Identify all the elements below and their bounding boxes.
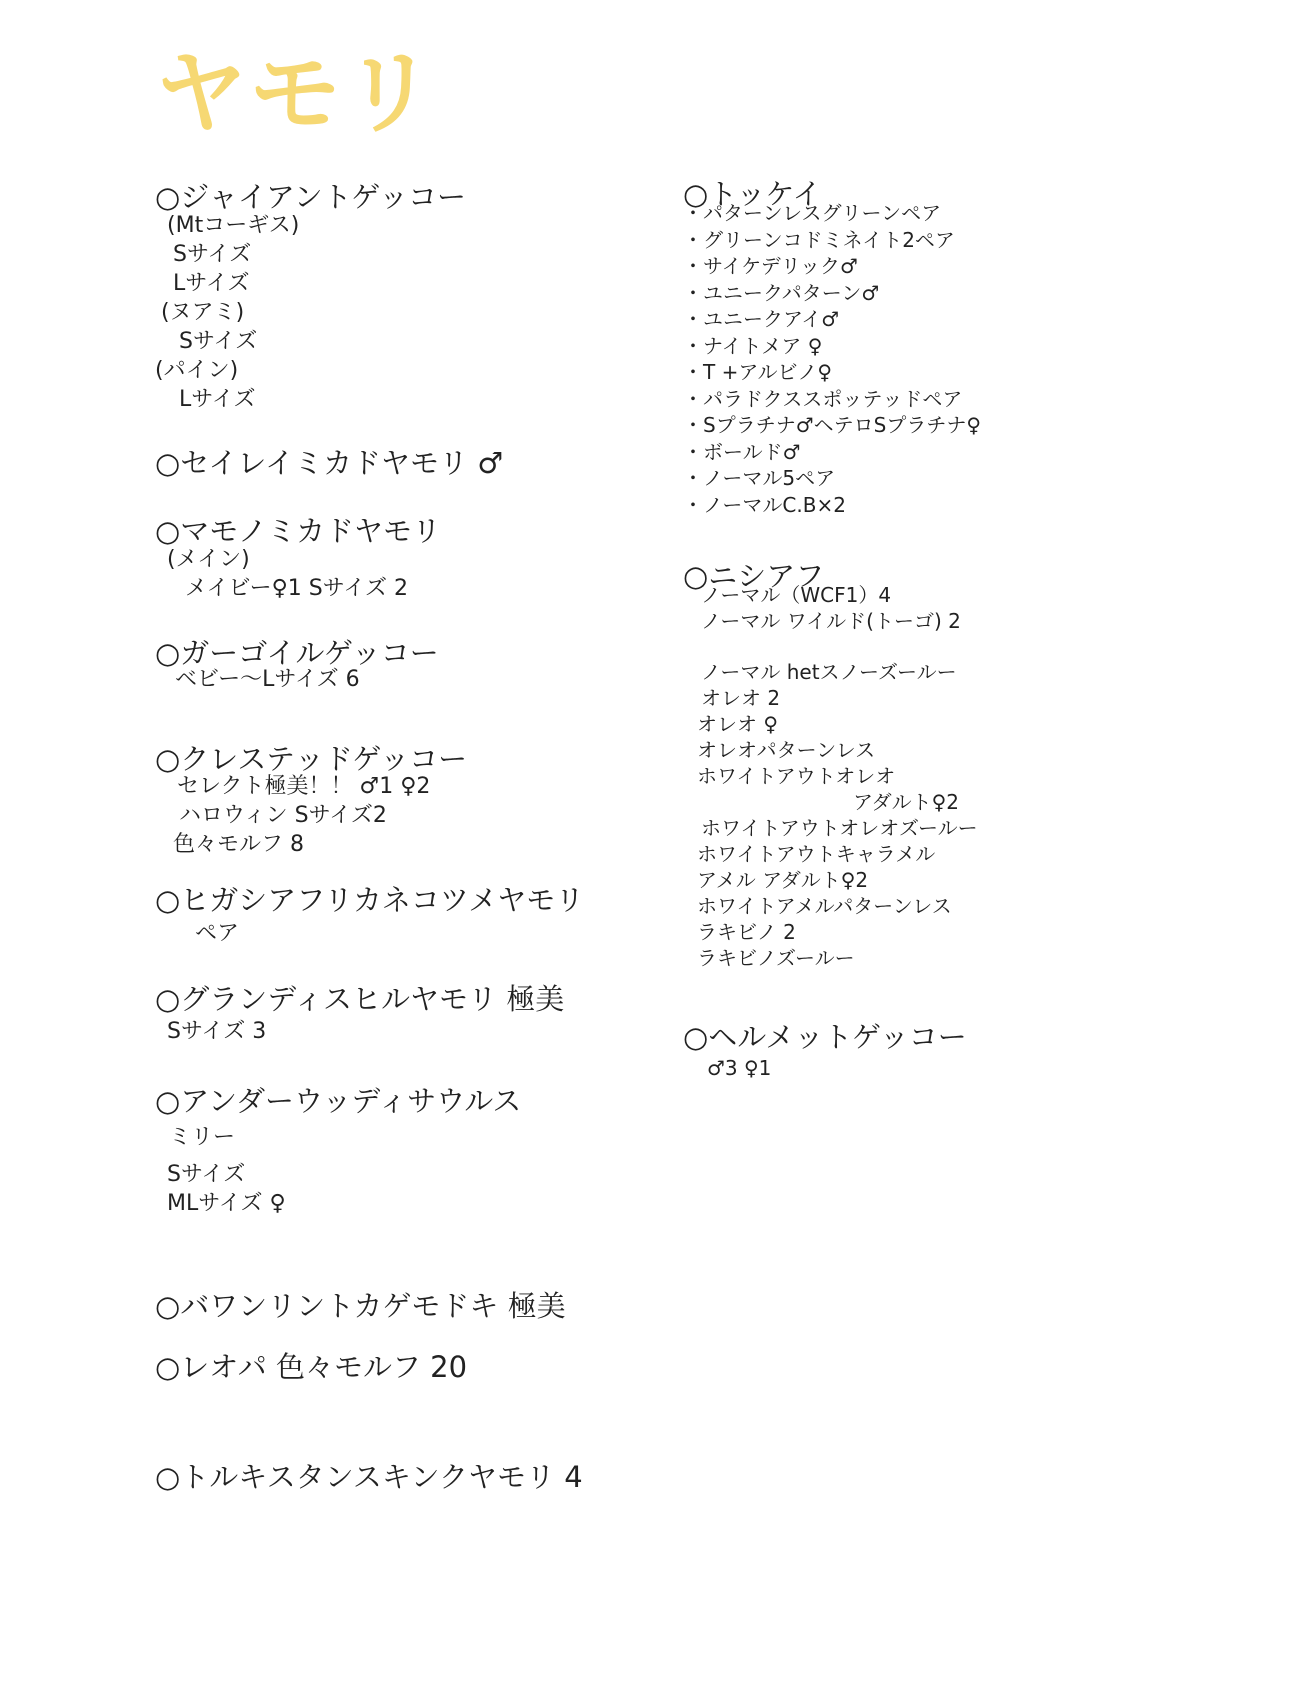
species-detail-line: メイビー♀1 Sサイズ 2 — [185, 576, 408, 601]
species-detail-line: (Mtコーギス) — [167, 213, 300, 238]
species-detail-line: ハロウィン Sサイズ2 — [179, 803, 387, 828]
species-heading: ○ヘルメットゲッコー — [683, 1020, 967, 1054]
species-detail-line: アメル アダルト♀2 — [697, 868, 869, 892]
species-detail-line: (ヌアミ) — [161, 300, 245, 325]
species-detail-line: (パイン) — [155, 358, 239, 383]
species-detail-line: 色々モルフ 8 — [173, 832, 304, 857]
species-detail-line: ペア — [195, 921, 240, 946]
species-heading: ○マモノミカドヤモリ — [155, 514, 442, 548]
species-detail-line: ミリー — [169, 1125, 236, 1150]
species-detail-line: ・ノーマル5ペア — [683, 466, 836, 490]
species-detail-line: Sサイズ — [179, 329, 258, 354]
species-detail-line: ノーマル ワイルド(トーゴ) 2 — [701, 609, 961, 633]
species-detail-line: ラキビノズールー — [697, 946, 855, 970]
species-detail-line: ホワイトアウトオレオズールー — [701, 816, 978, 840]
species-detail-line: ・グリーンコドミネイト2ペア — [683, 227, 955, 252]
species-detail-line: MLサイズ ♀ — [167, 1191, 286, 1216]
species-detail-line: Sサイズ — [167, 1162, 246, 1187]
species-heading: ○トルキスタンスキンクヤモリ 4 — [155, 1460, 583, 1494]
species-heading: ○グランディスヒルヤモリ 極美 — [155, 982, 565, 1016]
species-heading: ○トッケイ — [683, 177, 822, 211]
species-detail-line: ・ノーマルC.B×2 — [683, 492, 846, 517]
species-detail-line: オレオ 2 — [701, 686, 781, 710]
species-detail-line: ・ユニークパターン♂ — [683, 280, 880, 305]
species-detail-line: ホワイトアメルパターンレス — [697, 894, 952, 918]
species-detail-line: オレオ ♀ — [697, 712, 779, 736]
species-detail-line: Lサイズ — [173, 271, 250, 296]
species-detail-line: ・ボールド♂ — [683, 439, 801, 464]
species-detail-line: ノーマル hetスノーズールー — [701, 660, 957, 684]
species-detail-line: ホワイトアウトオレオ — [697, 764, 896, 788]
species-detail-line: セレクト極美！！ ♂1 ♀2 — [177, 774, 431, 799]
species-detail-line: (メイン) — [167, 547, 250, 572]
species-heading: ○バワンリントカゲモドキ 極美 — [155, 1289, 566, 1323]
species-detail-line: ベビー〜Lサイズ 6 — [175, 667, 360, 692]
species-detail-line: ・T +アルビノ♀ — [683, 360, 832, 384]
species-heading: ○セイレイミカドヤモリ ♂ — [155, 446, 504, 480]
species-detail-line: ♂3 ♀1 — [707, 1056, 772, 1080]
species-detail-line: ・パラドクススポッテッドペア — [683, 386, 963, 411]
species-detail-line: ・Sプラチナ♂ヘテロSプラチナ♀ — [683, 413, 981, 437]
species-detail-line: オレオパターンレス — [697, 738, 876, 762]
species-detail-line: アダルト♀2 — [853, 790, 959, 814]
species-detail-line: Sサイズ — [173, 242, 252, 267]
species-detail-line: ラキビノ 2 — [697, 920, 796, 944]
species-heading: ○アンダーウッディサウルス — [155, 1084, 522, 1118]
species-heading: ○ジャイアントゲッコー — [155, 180, 466, 214]
species-heading: ○レオパ 色々モルフ 20 — [155, 1350, 468, 1384]
species-heading: ○クレステッドゲッコー — [155, 742, 468, 776]
species-detail-line: Lサイズ — [179, 387, 256, 412]
species-heading: ○ニシアフ — [683, 559, 825, 593]
species-detail-line: ・パターンレスグリーンペア — [683, 201, 942, 225]
species-detail-line: ・ユニークアイ♂ — [683, 307, 840, 331]
page-title: ヤモリ — [155, 40, 438, 147]
species-detail-line: ホワイトアウトキャラメル — [697, 842, 936, 866]
species-detail-line: Sサイズ 3 — [167, 1019, 267, 1044]
species-heading: ○ガーゴイルゲッコー — [155, 636, 439, 670]
species-detail-line: ・ナイトメア ♀ — [683, 333, 823, 358]
species-heading: ○ヒガシアフリカネコツメヤモリ — [155, 883, 585, 917]
species-detail-line: ノーマル（WCF1）4 — [701, 583, 892, 607]
species-detail-line: ・サイケデリック♂ — [683, 254, 858, 278]
